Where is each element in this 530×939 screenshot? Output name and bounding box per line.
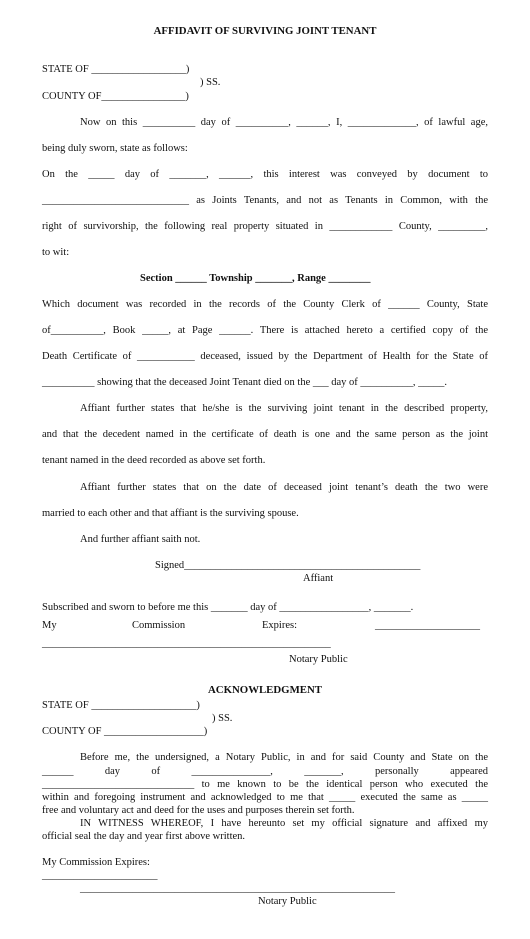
ack-paragraph-2-line-1: IN WITNESS WHEREOF, I have hereunto set my official signature and affixed my bbox=[80, 818, 488, 829]
jurat-my: My bbox=[42, 620, 57, 631]
paragraph-5-line-1: Affiant further states that on the date of deceased joint tenant’s death the two were bbox=[80, 482, 488, 493]
jurat-expires: Expires: bbox=[262, 620, 297, 631]
paragraph-3-line-3: Death Certificate of ___________ deceased, issued by the Department of Health for the State of bbox=[42, 351, 488, 362]
ack-paragraph-1-line-4: within and foregoing instrument and acknowledged to me that _____ executed the same as _____ bbox=[42, 792, 488, 803]
ack-commission-blank: ______________________ bbox=[42, 870, 158, 881]
ack-commission-expires: My Commission Expires: bbox=[42, 857, 150, 868]
ack-notary-line: ____________________________________________________________ bbox=[80, 883, 395, 894]
paragraph-3-line-4: __________ showing that the deceased Joint Tenant died on the ___ day of __________, _____. bbox=[42, 377, 448, 388]
document-title: AFFIDAVIT OF SURVIVING JOINT TENANT bbox=[153, 25, 377, 37]
paragraph-4-line-2: and that the decedent named in the certificate of death is one and the same person as the joint bbox=[42, 429, 488, 440]
jurat-notary-line: _______________________________________________________ bbox=[42, 638, 331, 649]
ack-notary-public: Notary Public bbox=[258, 896, 317, 907]
paragraph-2-line-4: to wit: bbox=[42, 247, 70, 258]
paragraph-3-line-2: of__________, Book _____, at Page ______. There is attached hereto a certified copy of the bbox=[42, 325, 488, 336]
ack-paragraph-1-line-5: free and voluntary act and deed for the uses and purposes therein set forth. bbox=[42, 805, 355, 816]
county-line: COUNTY OF________________) bbox=[42, 91, 189, 102]
paragraph-4-line-3: tenant named in the deed recorded as above set forth. bbox=[42, 455, 266, 466]
acknowledgment-title: ACKNOWLEDGMENT bbox=[208, 684, 322, 696]
paragraph-2-line-1: On the _____ day of _______, ______, this interest was conveyed by document to bbox=[42, 169, 488, 180]
ack-paragraph-1-line-2: ______ day of _______________, _______, personally appeared bbox=[42, 766, 488, 777]
paragraph-2-line-2: ____________________________ as Joints Tenants, and not as Tenants in Common, with the bbox=[42, 195, 488, 206]
paragraph-5-line-2: married to each other and that affiant is the surviving spouse. bbox=[42, 508, 299, 519]
jurat-notary-public: Notary Public bbox=[289, 654, 348, 665]
ack-ss-line: ) SS. bbox=[212, 713, 233, 724]
paragraph-1-line-2: being duly sworn, state as follows: bbox=[42, 143, 188, 154]
ack-county-line: COUNTY OF ___________________) bbox=[42, 726, 208, 737]
state-line: STATE OF __________________) bbox=[42, 64, 190, 75]
section-township-range: Section ______ Township _______, Range ________ bbox=[140, 273, 371, 284]
paragraph-2-line-3: right of survivorship, the following real property situated in ____________ County, _________, bbox=[42, 221, 488, 232]
ss-line: ) SS. bbox=[200, 77, 221, 88]
ack-paragraph-1-line-3: _____________________________ to me known to be the identical person who executed the bbox=[42, 779, 488, 790]
ack-state-line: STATE OF ____________________) bbox=[42, 700, 200, 711]
ack-paragraph-1-line-1: Before me, the undersigned, a Notary Public, in and for said County and State on the bbox=[80, 752, 488, 763]
paragraph-1-line-1: Now on this __________ day of __________, ______, I, _____________, of lawful age, bbox=[80, 117, 488, 128]
affiant-label: Affiant bbox=[303, 573, 334, 584]
jurat-commission: Commission bbox=[132, 620, 186, 631]
paragraph-6: And further affiant saith not. bbox=[80, 534, 201, 545]
paragraph-4-line-1: Affiant further states that he/she is the surviving joint tenant in the described property, bbox=[80, 403, 488, 414]
signed-line: Signed_____________________________________________ bbox=[155, 560, 421, 571]
paragraph-3-line-1: Which document was recorded in the records of the County Clerk of ______ County, State bbox=[42, 299, 488, 310]
jurat-line: Subscribed and sworn to before me this _______ day of _________________, _______. bbox=[42, 602, 414, 613]
ack-paragraph-2-line-2: official seal the day and year first above written. bbox=[42, 831, 246, 842]
jurat-expires-blank: ____________________ bbox=[375, 620, 480, 631]
